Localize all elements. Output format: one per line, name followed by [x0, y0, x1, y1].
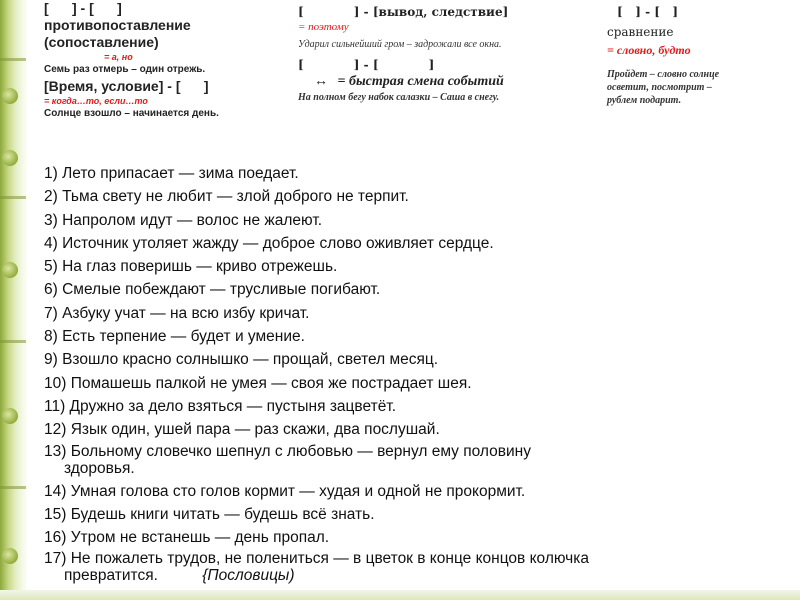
- list-item: 11) Дружно за дело взяться — пустыня зацветёт.: [44, 397, 396, 415]
- scheme-comparison: [ ] - [ ]: [617, 5, 679, 19]
- source-label: {Пословицы): [202, 567, 295, 585]
- scheme-sequence: [ ] - [ ]: [298, 58, 435, 72]
- scheme-consequence: [ ] - [вывод, следствие]: [298, 5, 509, 19]
- conjunction-note-slovno: = словно, будто: [607, 43, 691, 57]
- bottom-bar: [0, 590, 800, 600]
- double-arrow-icon: ↔: [314, 74, 328, 89]
- example-comparison: Пройдет – словно солнце осветит, посмотрит – рублем подарит.: [607, 69, 720, 106]
- header-right-column: [607, 4, 757, 107]
- list-item-continuation: здоровья.: [64, 459, 135, 477]
- list-item: 15) Будешь книги читать — будешь всё знать.: [44, 505, 375, 523]
- list-item: 1) Лето припасает — зима поедает.: [44, 165, 299, 182]
- conjunction-note-a-no: = а, но: [104, 52, 133, 62]
- example-sequence: На полном бегу набок салазки – Саша в снегу.: [298, 92, 500, 103]
- bamboo-leaf-icon: [2, 150, 18, 166]
- list-item: 12) Язык один, ушей пара — раз скажи, два послушай.: [44, 421, 440, 439]
- list-item-continuation-text: превратится.: [64, 567, 158, 585]
- list-item: 5) На глаз поверишь — криво отрежешь.: [44, 258, 338, 276]
- bamboo-leaf-icon: [2, 548, 18, 564]
- heading-opposition: противопоставление: [44, 17, 191, 33]
- list-item-line: 13) Больному словечко шепнул с любовью — вернул ему половину: [44, 442, 531, 460]
- example-consequence: Ударил сильнейший гром – задрожали все окна.: [298, 39, 502, 50]
- bamboo-joint: [0, 196, 26, 199]
- list-item: 14) Умная голова сто голов кормит — худая и одной не прокормит.: [44, 482, 526, 500]
- bamboo-joint: [0, 486, 26, 489]
- list-item: [44, 549, 784, 585]
- list-item: 6) Смелые побеждают — трусливые погибают.: [44, 281, 381, 299]
- list-item: 16) Утром не встанешь — день пропал.: [44, 529, 330, 547]
- list-item-line: 17) Не пожалеть трудов, не полениться — в цветок в конце концов колючка: [44, 550, 589, 568]
- conjunction-note-kogda: = когда…то, если…то: [44, 96, 148, 106]
- bamboo-joint: [0, 340, 26, 343]
- list-item: 9) Взошло красно солнышко — прощай, светел месяц.: [44, 351, 439, 369]
- header-left-column: [44, 0, 264, 120]
- list-item: 4) Источник утоляет жажду — доброе слово оживляет сердце.: [44, 234, 494, 252]
- example-opposition: Семь раз отмерь – один отрежь.: [44, 64, 206, 75]
- list-item-continuation: [44, 567, 784, 585]
- list-item: 7) Азбуку учат — на всю избу кричат.: [44, 304, 310, 322]
- bamboo-joint: [0, 58, 26, 61]
- header-middle-column: [298, 4, 568, 104]
- scheme-time-condition: [Время, условие] - [ ]: [44, 78, 209, 94]
- example-time-condition: Солнце взошло – начинается день.: [44, 108, 219, 119]
- list-item: 3) Напролом идут — волос не жалеют.: [44, 211, 323, 229]
- bamboo-leaf-icon: [2, 408, 18, 424]
- heading-comparison-right: сравнение: [607, 25, 674, 39]
- list-item: [44, 442, 784, 478]
- scheme-opposition: [ ] - [ ]: [44, 0, 122, 16]
- bamboo-border: [0, 0, 28, 600]
- list-item: 8) Есть терпение — будет и умение.: [44, 328, 305, 346]
- bamboo-leaf-icon: [2, 88, 18, 104]
- sequence-note-row: [298, 73, 568, 91]
- list-item: 2) Тьма свету не любит — злой доброго не терпит.: [44, 188, 409, 206]
- list-item: 10) Помашешь палкой не умея — своя же пострадает шея.: [44, 374, 472, 392]
- sequence-note: = быстрая смена событий: [337, 74, 504, 89]
- heading-comparison: (сопоставление): [44, 34, 159, 50]
- proverbs-list: [44, 162, 784, 585]
- bamboo-leaf-icon: [2, 262, 18, 278]
- conjunction-note-poetomu: = поэтому: [298, 21, 349, 33]
